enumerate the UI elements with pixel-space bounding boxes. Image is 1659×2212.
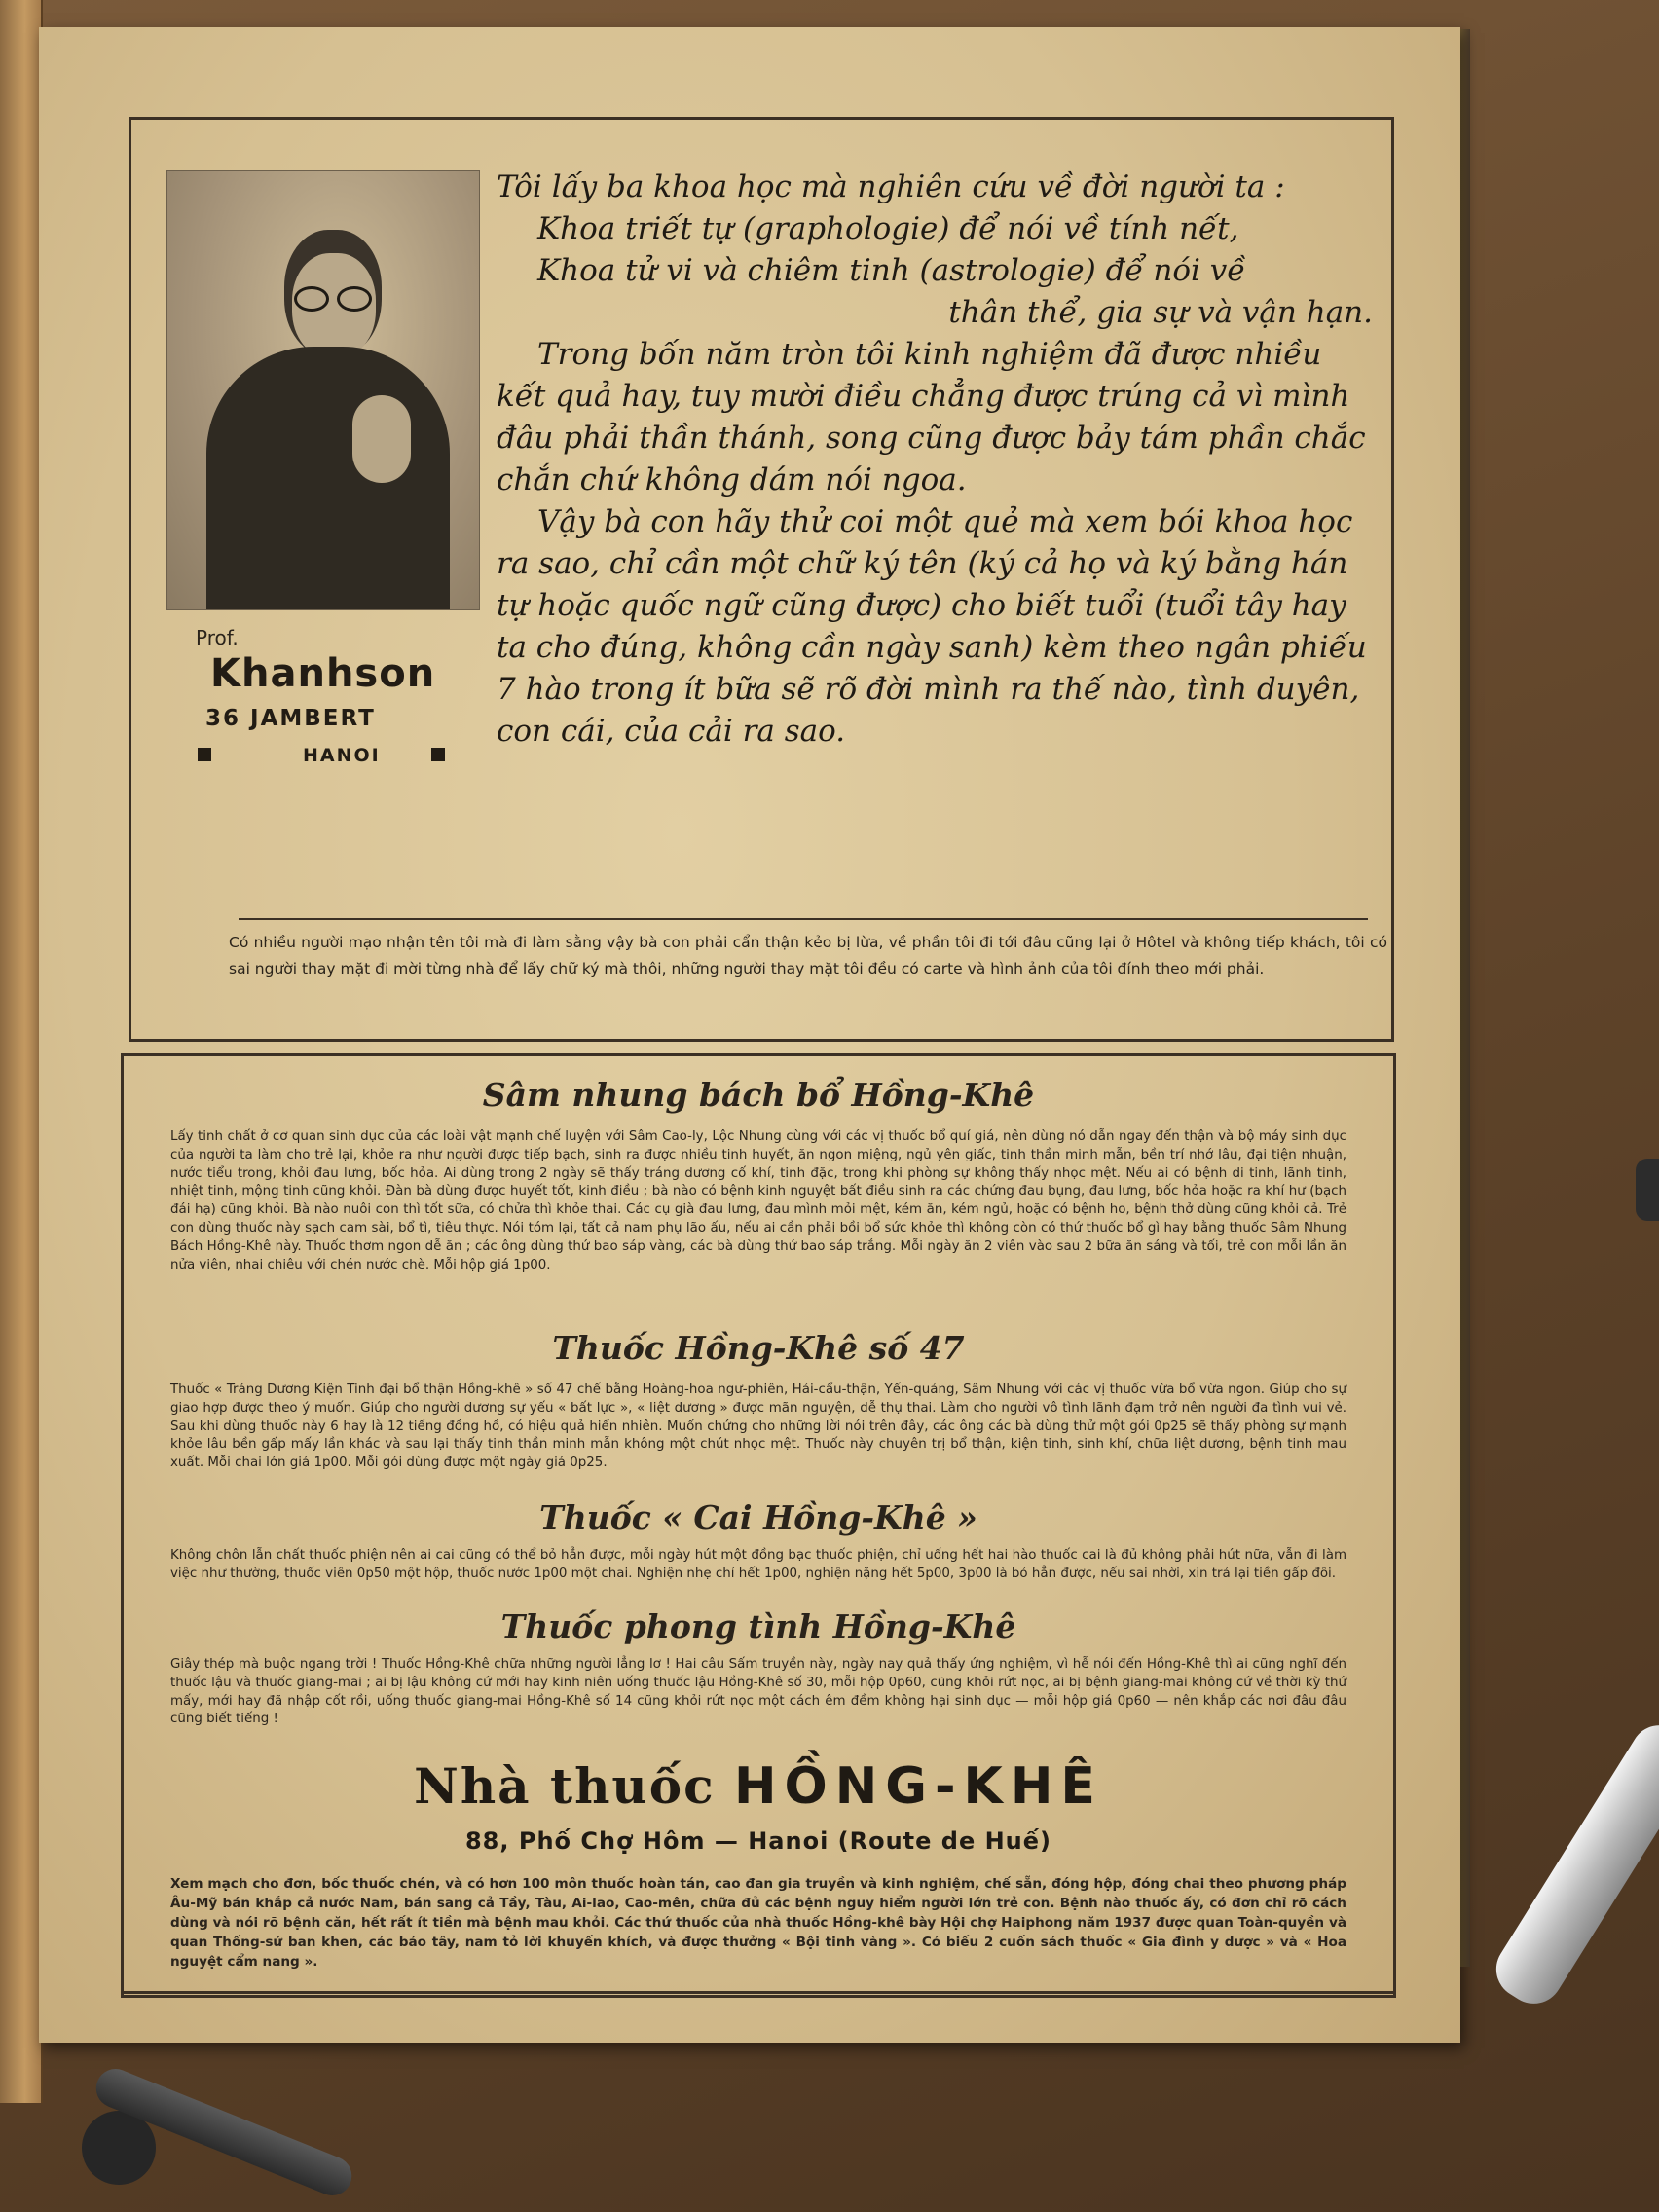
- portrait-body: [206, 347, 450, 609]
- credit-city: HANOI: [303, 745, 381, 766]
- glasses-icon: [292, 286, 376, 312]
- section-title: Thuốc « Cai Hồng-Khê »: [539, 1498, 977, 1536]
- credit-name: Khanhson: [210, 651, 436, 696]
- request-paragraph: Vậy bà con hãy thử coi một quẻ mà xem bói khoa học ra sao, chỉ cần một chữ ký tên (ký cả họ và ký bằng hán tự hoặc quốc ngữ cũng được) cho biết tuổi (tuổi tây hay ta cho đúng, không cần ngày sanh) kèm theo ngân phiếu 7 hào trong ít bữa sẽ rõ đời mình ra thế nào, tình duyên, con cái, của cải ra sao.: [497, 504, 1367, 749]
- portrait-hand: [352, 395, 411, 483]
- book-binding: [0, 0, 43, 2103]
- section-body: Lấy tinh chất ở cơ quan sinh dục của các loài vật mạnh chế luyện với Sâm Cao-ly, Lộc Nhung cùng với các vị thuốc bổ quí giá, nên dùng nó dẫn ngay đến thận và bộ máy sinh dục của người ta làm cho trẻ lại, khỏe ra như người được tiếp bạch, sinh ra được nhiều tinh huyết, ăn ngon miệng, ngủ yên giấc, tinh thần minh mẫn, bền trí nhớ lâu, đại tiện nhuận, nước tiểu trong, khỏi đau lưng, bốc hỏa. Ai dùng trong 2 ngày sẽ thấy tráng dương cố khí, tinh đặc, trong khi phòng sự không thấy nhọc mệt. Nếu ai có bệnh di tinh, lãnh tinh, nhiệt tinh, mộng tinh cũng khỏi. Đàn bà dùng được huyết tốt, kinh điều ; bà nào có bệnh kinh nguyệt bất điều sinh ra các chứng đau bụng, đau lưng, bốc hỏa hoặc ra khí hư (bạch đái hạ) cũng khỏi. Bà nào nuôi con thì tốt sữa, có chửa thì khỏe thai. Các cụ già đau lưng, đau mình mỏi mệt, kém ăn, kém ngủ, hoặc có bệnh ho, bệnh thở dùng cũng khỏi cả. Trẻ con dùng thuốc này sạch cam sài, bổ tì, tiêu thực. Nói tóm lại, tất cả nam phụ lão ấu, nếu ai cần phải bồi bổ sức khỏe thì không còn có thứ thuốc bổ gì hay bằng thuốc Sâm Nhung Bách Hồng-Khê này. Thuốc thơm ngon dễ ăn ; các ông dùng thứ bao sáp vàng, các bà dùng thứ bao sáp trắng. Mỗi ngày ăn 2 viên vào sau 2 bữa ăn sáng và tối, trẻ con mỗi lần ăn nửa viên, nhai chiêu với chén nước chè. Mỗi hộp giá 1p00.: [170, 1129, 1346, 1272]
- intro-line: Tôi lấy ba khoa học mà nghiên cứu về đời người ta :: [497, 169, 1285, 204]
- fortune-text: [497, 166, 1373, 753]
- bullet-square-icon: [431, 748, 445, 761]
- fortune-teller-ad: [129, 117, 1394, 1042]
- astrology-line: Khoa tử vi và chiêm tinh (astrologie) để nói về: [537, 253, 1246, 288]
- pharmacy-address: 88, Phố Chợ Hôm — Hanoi (Route de Huế): [464, 1827, 1052, 1855]
- portrait-photo: [166, 170, 480, 610]
- brand-name: HỒNG-KHÊ: [734, 1757, 1103, 1816]
- section-body: Giây thép mà buộc ngang trời ! Thuốc Hồng-Khê chữa những người lẳng lơ ! Hai câu Sấm truyền này, ngày nay quả thấy ứng nghiệm, vì hễ nói đến Hồng-Khê thì ai cũng nghĩ đến thuốc lậu và thuốc giang-mai ; ai bị lậu không cứ mới hay kinh niên uống thuốc lậu Hồng-Khê số 30, mỗi hộp 0p60, cũng khỏi rứt nọc, ai bị bệnh giang-mai không cứ về thời kỳ thứ mấy, mới hay đã nhập cốt rồi, uống thuốc giang-mai Hồng-Khê số 14 cũng khỏi rứt nọc một cách êm đềm không hại sinh dục — mỗi hộp giá 0p60 — nên khắp các nơi đâu đâu cũng biết tiếng !: [170, 1657, 1346, 1727]
- credit-address: 36 JAMBERT: [205, 706, 376, 731]
- section-title: Thuốc phong tình Hồng-Khê: [500, 1607, 1016, 1645]
- pharmacy-brand: [124, 1757, 1393, 1816]
- fraud-notice: Có nhiều người mạo nhận tên tôi mà đi làm sằng vậy bà con phải cẩn thận kẻo bị lừa, về phần tôi đi tới đâu cũng lại ở Hôtel và không tiếp khách, tôi có sai người thay mặt đi mời từng nhà để lấy chữ ký mà thôi, những người thay mặt tôi đều có carte và hình ảnh của tôi đính theo mới phải.: [229, 934, 1387, 977]
- bullet-square-icon: [198, 748, 211, 761]
- brand-prefix: Nhà thuốc: [414, 1757, 716, 1815]
- section-body: Thuốc « Tráng Dương Kiện Tinh đại bổ thận Hồng-khê » số 47 chế bằng Hoàng-hoa ngư-phiên, Hải-cẩu-thận, Yến-quảng, Sâm Nhung với các vị thuốc vừa bổ vừa ngon. Giúp cho sự giao hợp được theo ý muốn. Giúp cho người dương sự yếu « bất lực », « liệt dương » được mãn nguyện, dễ thụ thai. Làm cho người vô tình lãnh đạm trở nên người đa tình vui vẻ. Sau khi dùng thuốc này 6 hay là 12 tiếng đồng hồ, có hiệu quả hiển nhiên. Muốn chứng cho những lời nói trên đây, các ông các bà dùng thử một gói 0p25 sẽ thấy phòng sự mạnh khỏe lâu bền gấp mấy lần khác và sau lại thấy tinh thần minh mẫn không một chút nhọc mệt. Thuốc này chuyên trị bổ thận, kiện tinh, sinh khí, chữa liệt dương, bệnh tinh mau xuất. Mỗi chai lớn giá 1p00. Mỗi gói dùng được một ngày giá 0p25.: [170, 1382, 1346, 1471]
- graphology-line: Khoa triết tự (graphologie) để nói về tính nết,: [537, 211, 1239, 246]
- divider: [239, 918, 1368, 920]
- section-body: Không chôn lẫn chất thuốc phiện nên ai cai cũng có thể bỏ hẳn được, mỗi ngày hút một đồng bạc thuốc phiện, chỉ uống hết hai hào thuốc cai là đủ không phải hút nữa, vẫn đi làm việc như thường, thuốc viên 0p50 một hộp, thuốc nước 1p00 một chai. Nghiện nhẹ chỉ hết 1p00, nghiện nặng hết 5p00, 3p00 là bỏ hẳn được, nếu sai nhời, xin trả lại tiền gấp đôi.: [170, 1548, 1346, 1581]
- pharmacy-description: Xem mạch cho đơn, bốc thuốc chén, và có hơn 100 môn thuốc hoàn tán, cao đan gia truyền và kinh nghiệm, chế sẵn, đóng hộp, đóng chai theo phương pháp Âu-Mỹ bán khắp cả nước Nam, bán sang cả Tầy, Tàu, Ai-lao, Cao-mên, chữa đủ các bệnh nguy hiểm người lớn trẻ con. Bệnh nào thuốc ấy, có đơn chỉ rõ cách dùng và nói rõ bệnh căn, hết rất ít tiền mà bệnh mau khỏi. Các thứ thuốc của nhà thuốc Hồng-khê bày Hội chợ Haiphong năm 1937 được quan Toàn-quyền và quan Thống-sứ ban khen, các báo tây, nam tỏ lời khuyến khích, và được thưởng « Bội tinh vàng ». Có biếu 2 cuốn sách thuốc « Gia đình y dược » và « Hoa nguyệt cẩm nang ».: [170, 1876, 1346, 1970]
- fate-line: thân thể, gia sự và vận hạn.: [948, 295, 1373, 330]
- section-title: Thuốc Hồng-Khê số 47: [552, 1329, 965, 1367]
- clip-knob-icon: [82, 2111, 156, 2185]
- section-title: Sâm nhung bách bổ Hồng-Khê: [482, 1076, 1035, 1114]
- rivet-icon: [1636, 1159, 1659, 1221]
- experience-paragraph: Trong bốn năm tròn tôi kinh nghiệm đã được nhiều kết quả hay, tuy mười điều chẳng được trúng cả vì mình đâu phải thần thánh, song cũng được bảy tám phần chắc chắn chứ không dám nói ngoa.: [497, 337, 1366, 498]
- credit-title: Prof.: [196, 626, 239, 649]
- pharmacy-ad: [121, 1053, 1396, 1998]
- divider: [124, 1991, 1393, 1994]
